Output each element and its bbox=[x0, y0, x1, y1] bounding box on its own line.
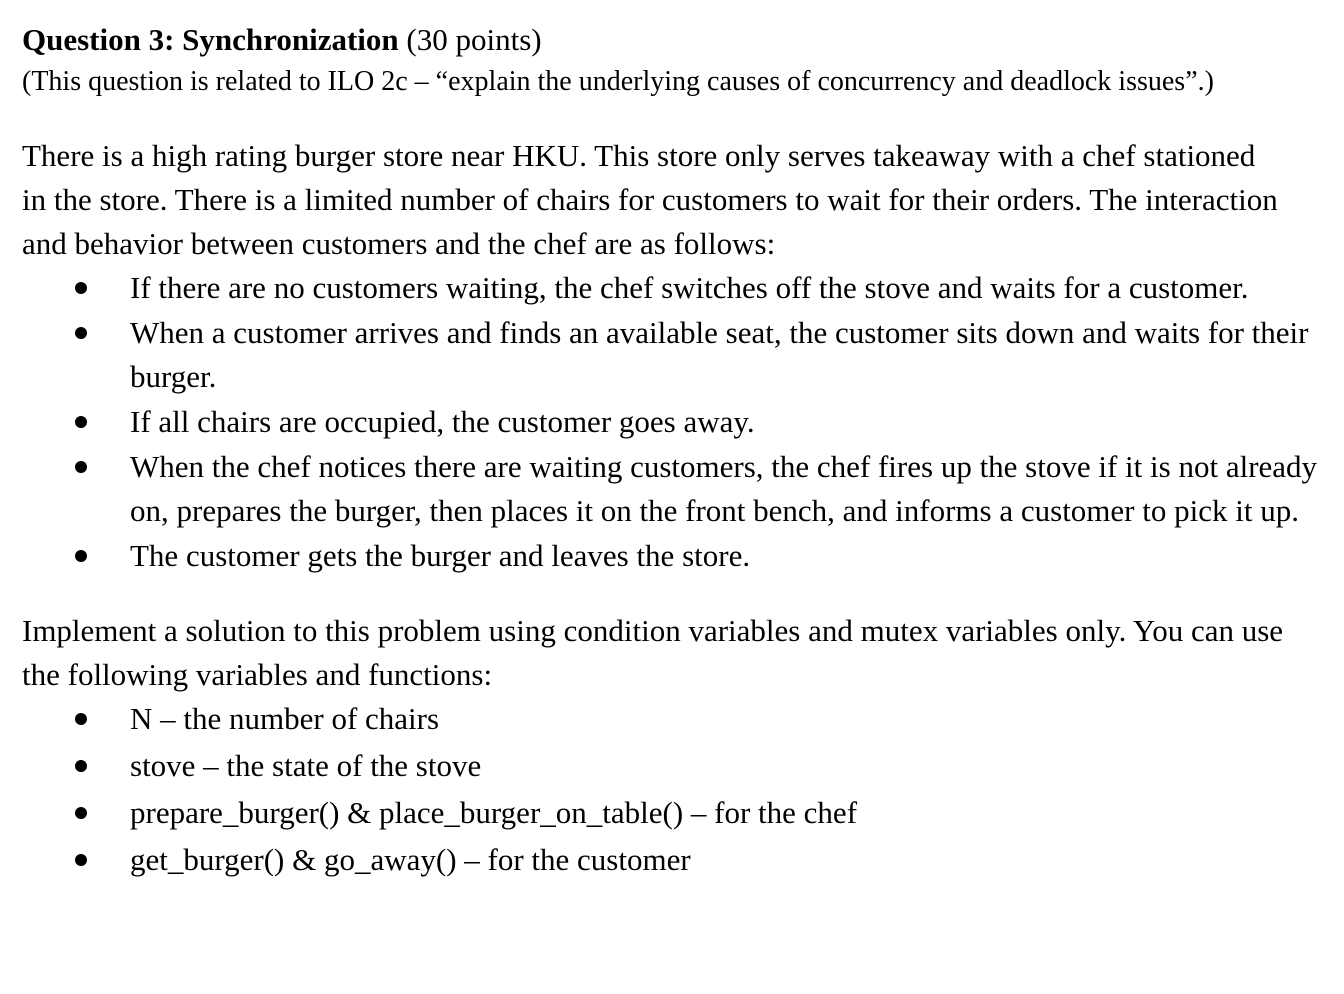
question-title-bold: Question 3: Synchronization bbox=[22, 22, 399, 57]
variable-text: N – the number of chairs bbox=[130, 701, 440, 736]
list-item bbox=[22, 445, 1332, 533]
rule-text: When the chef notices there are waiting customers, the chef fires up the stove if it is not already on, prepares the burger, then places it on the front bench, and informs a customer to pick it up. bbox=[130, 449, 1318, 528]
bullet-icon bbox=[75, 327, 87, 339]
bullet-icon bbox=[75, 807, 87, 819]
bullet-icon bbox=[75, 713, 87, 725]
list-item bbox=[22, 311, 1332, 399]
list-item bbox=[22, 838, 1332, 882]
bullet-icon bbox=[75, 550, 87, 562]
rule-text: When a customer arrives and finds an available seat, the customer sits down and waits for their burger. bbox=[130, 315, 1309, 394]
variables-list bbox=[22, 697, 1332, 882]
list-item bbox=[22, 534, 1332, 578]
bullet-icon bbox=[75, 282, 87, 294]
bullet-icon bbox=[75, 760, 87, 772]
rule-text: If there are no customers waiting, the chef switches off the stove and waits for a customer. bbox=[130, 270, 1249, 305]
list-item bbox=[22, 791, 1332, 835]
variable-text: prepare_burger() & place_burger_on_table() – for the chef bbox=[130, 795, 858, 830]
variable-text: get_burger() & go_away() – for the customer bbox=[130, 842, 691, 877]
list-item bbox=[22, 744, 1332, 788]
question-points: (30 points) bbox=[398, 22, 542, 57]
intro-paragraph: There is a high rating burger store near HKU. This store only serves takeaway with a chef stationed in the store. There is a limited number of chairs for customers to wait for their orders. The interaction and behavior between customers and the chef are as follows: bbox=[22, 138, 1278, 261]
list-item bbox=[22, 697, 1332, 741]
rule-text: If all chairs are occupied, the customer goes away. bbox=[130, 404, 755, 439]
list-item bbox=[22, 400, 1332, 444]
bullet-icon bbox=[75, 854, 87, 866]
question-document bbox=[22, 18, 1332, 882]
question-title bbox=[22, 18, 1332, 62]
bullet-icon bbox=[75, 461, 87, 473]
ilo-note: (This question is related to ILO 2c – “explain the underlying causes of concurrency and deadlock issues”.) bbox=[22, 66, 1214, 97]
implement-paragraph: Implement a solution to this problem using condition variables and mutex variables only. You can use the following variables and functions: bbox=[22, 613, 1284, 692]
bullet-icon bbox=[75, 416, 87, 428]
rules-list bbox=[22, 266, 1332, 578]
variable-text: stove – the state of the stove bbox=[130, 748, 482, 783]
list-item bbox=[22, 266, 1332, 310]
rule-text: The customer gets the burger and leaves the store. bbox=[130, 538, 751, 573]
